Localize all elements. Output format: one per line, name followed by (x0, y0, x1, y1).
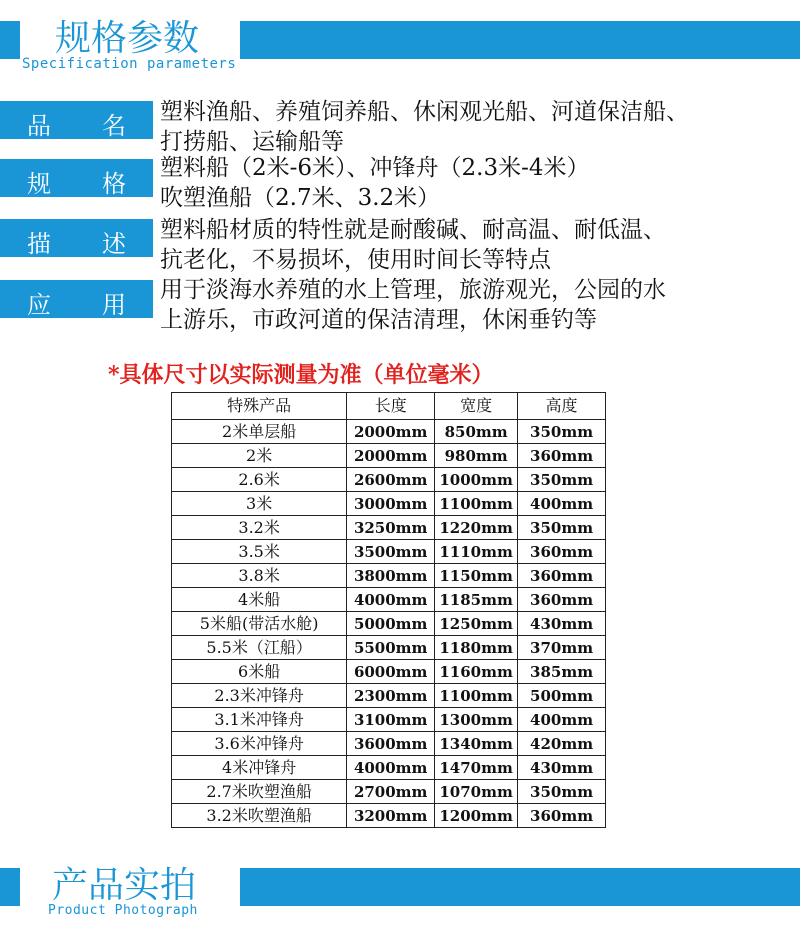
table-row (172, 732, 606, 756)
label-char: 用 (102, 291, 126, 319)
table-header-cell: 长度 (347, 393, 435, 420)
photo-header-subtitle: Product Photograph (48, 903, 198, 918)
table-row (172, 660, 606, 684)
desc-line: 抗老化，不易损坏，使用时间长等特点 (160, 247, 551, 273)
dimension-cell: 420mm (518, 732, 606, 756)
dimension-cell: 4000mm (347, 756, 435, 780)
desc-product-name (160, 97, 790, 157)
table-row (172, 516, 606, 540)
dimension-cell: 1160mm (435, 660, 518, 684)
label-char: 规 (27, 170, 51, 198)
photo-header-title: 产品实拍 (52, 865, 197, 906)
dimension-cell: 6000mm (347, 660, 435, 684)
dimension-cell: 430mm (518, 612, 606, 636)
product-name-cell: 3.5米 (172, 540, 347, 564)
product-name-cell: 3米 (172, 492, 347, 516)
table-row (172, 756, 606, 780)
dimension-cell: 850mm (435, 420, 518, 444)
spec-table (171, 392, 606, 828)
desc-specification (160, 153, 790, 213)
product-name-cell: 4米冲锋舟 (172, 756, 347, 780)
dimension-cell: 1000mm (435, 468, 518, 492)
dimension-cell: 5000mm (347, 612, 435, 636)
spec-header-subtitle: Specification parameters (22, 56, 237, 72)
table-body (172, 420, 606, 828)
dimension-cell: 980mm (435, 444, 518, 468)
dimension-cell: 1100mm (435, 684, 518, 708)
table-header-row (172, 393, 606, 420)
label-char: 应 (27, 291, 51, 319)
desc-application (160, 275, 790, 335)
spec-header-left-band (0, 21, 20, 59)
label-product-name (0, 101, 153, 139)
spec-header-title: 规格参数 (55, 18, 200, 59)
table-row (172, 420, 606, 444)
dimension-cell: 360mm (518, 804, 606, 828)
table-row (172, 636, 606, 660)
dimension-cell: 1110mm (435, 540, 518, 564)
product-name-cell: 4米船 (172, 588, 347, 612)
table-row (172, 444, 606, 468)
photo-header-left-band (0, 868, 20, 906)
dimension-cell: 385mm (518, 660, 606, 684)
dimension-cell: 1250mm (435, 612, 518, 636)
desc-line: 塑料船（2米-6米）、冲锋舟（2.3米-4米） (160, 155, 590, 181)
table-row (172, 804, 606, 828)
table-header-cell: 宽度 (435, 393, 518, 420)
dimension-cell: 2000mm (347, 420, 435, 444)
product-name-cell: 3.2米吹塑渔船 (172, 804, 347, 828)
dimension-cell: 370mm (518, 636, 606, 660)
table-row (172, 708, 606, 732)
label-char: 述 (102, 230, 126, 258)
table-row (172, 684, 606, 708)
dimension-cell: 500mm (518, 684, 606, 708)
dimension-cell: 1185mm (435, 588, 518, 612)
dimension-cell: 1340mm (435, 732, 518, 756)
desc-line: 上游乐，市政河道的保洁清理，休闲垂钓等 (160, 307, 597, 333)
table-header-cell: 高度 (518, 393, 606, 420)
product-name-cell: 2.6米 (172, 468, 347, 492)
dimension-cell: 2600mm (347, 468, 435, 492)
dimension-cell: 400mm (518, 708, 606, 732)
dimension-cell: 2700mm (347, 780, 435, 804)
dimension-cell: 360mm (518, 540, 606, 564)
dimension-cell: 3600mm (347, 732, 435, 756)
dimension-cell: 3800mm (347, 564, 435, 588)
spec-header-right-band (240, 21, 800, 59)
table-row (172, 588, 606, 612)
product-name-cell: 5米船(带活水舱) (172, 612, 347, 636)
dimension-cell: 430mm (518, 756, 606, 780)
measurement-note: *具体尺寸以实际测量为准（单位毫米） (108, 362, 494, 388)
dimension-cell: 3100mm (347, 708, 435, 732)
product-name-cell: 2.3米冲锋舟 (172, 684, 347, 708)
dimension-cell: 1180mm (435, 636, 518, 660)
dimension-cell: 3000mm (347, 492, 435, 516)
dimension-cell: 3500mm (347, 540, 435, 564)
dimension-cell: 350mm (518, 780, 606, 804)
product-name-cell: 5.5米（江船） (172, 636, 347, 660)
dimension-cell: 1200mm (435, 804, 518, 828)
dimension-cell: 360mm (518, 444, 606, 468)
product-name-cell: 6米船 (172, 660, 347, 684)
table-row (172, 612, 606, 636)
dimension-cell: 360mm (518, 564, 606, 588)
dimension-cell: 360mm (518, 588, 606, 612)
label-char: 描 (27, 230, 51, 258)
desc-description (160, 215, 790, 275)
table-row (172, 540, 606, 564)
dimension-cell: 2300mm (347, 684, 435, 708)
product-name-cell: 3.6米冲锋舟 (172, 732, 347, 756)
label-application (0, 280, 153, 318)
dimension-cell: 350mm (518, 516, 606, 540)
dimension-cell: 400mm (518, 492, 606, 516)
photo-header-right-band (240, 868, 800, 906)
product-name-cell: 2米单层船 (172, 420, 347, 444)
dimension-cell: 1100mm (435, 492, 518, 516)
label-char: 格 (102, 170, 126, 198)
dimension-cell: 3200mm (347, 804, 435, 828)
dimension-cell: 3250mm (347, 516, 435, 540)
label-char: 名 (102, 112, 126, 140)
desc-line: 吹塑渔船（2.7米、3.2米） (160, 185, 441, 211)
dimension-cell: 350mm (518, 420, 606, 444)
dimension-cell: 4000mm (347, 588, 435, 612)
label-description (0, 219, 153, 257)
product-name-cell: 2米 (172, 444, 347, 468)
product-name-cell: 3.1米冲锋舟 (172, 708, 347, 732)
product-name-cell: 3.2米 (172, 516, 347, 540)
desc-line: 塑料船材质的特性就是耐酸碱、耐高温、耐低温、 (160, 217, 666, 243)
desc-line: 打捞船、运输船等 (160, 129, 344, 155)
dimension-cell: 1300mm (435, 708, 518, 732)
dimension-cell: 350mm (518, 468, 606, 492)
table-row (172, 492, 606, 516)
dimension-cell: 1070mm (435, 780, 518, 804)
table-row (172, 468, 606, 492)
desc-line: 用于淡海水养殖的水上管理，旅游观光，公园的水 (160, 277, 666, 303)
dimension-cell: 1470mm (435, 756, 518, 780)
table-row (172, 780, 606, 804)
product-name-cell: 2.7米吹塑渔船 (172, 780, 347, 804)
label-specification (0, 159, 153, 197)
table-header-cell: 特殊产品 (172, 393, 347, 420)
dimension-cell: 5500mm (347, 636, 435, 660)
dimension-cell: 1150mm (435, 564, 518, 588)
dimension-cell: 2000mm (347, 444, 435, 468)
product-name-cell: 3.8米 (172, 564, 347, 588)
dimension-cell: 1220mm (435, 516, 518, 540)
label-char: 品 (27, 112, 51, 140)
desc-line: 塑料渔船、养殖饲养船、休闲观光船、河道保洁船、 (160, 99, 689, 125)
table-row (172, 564, 606, 588)
